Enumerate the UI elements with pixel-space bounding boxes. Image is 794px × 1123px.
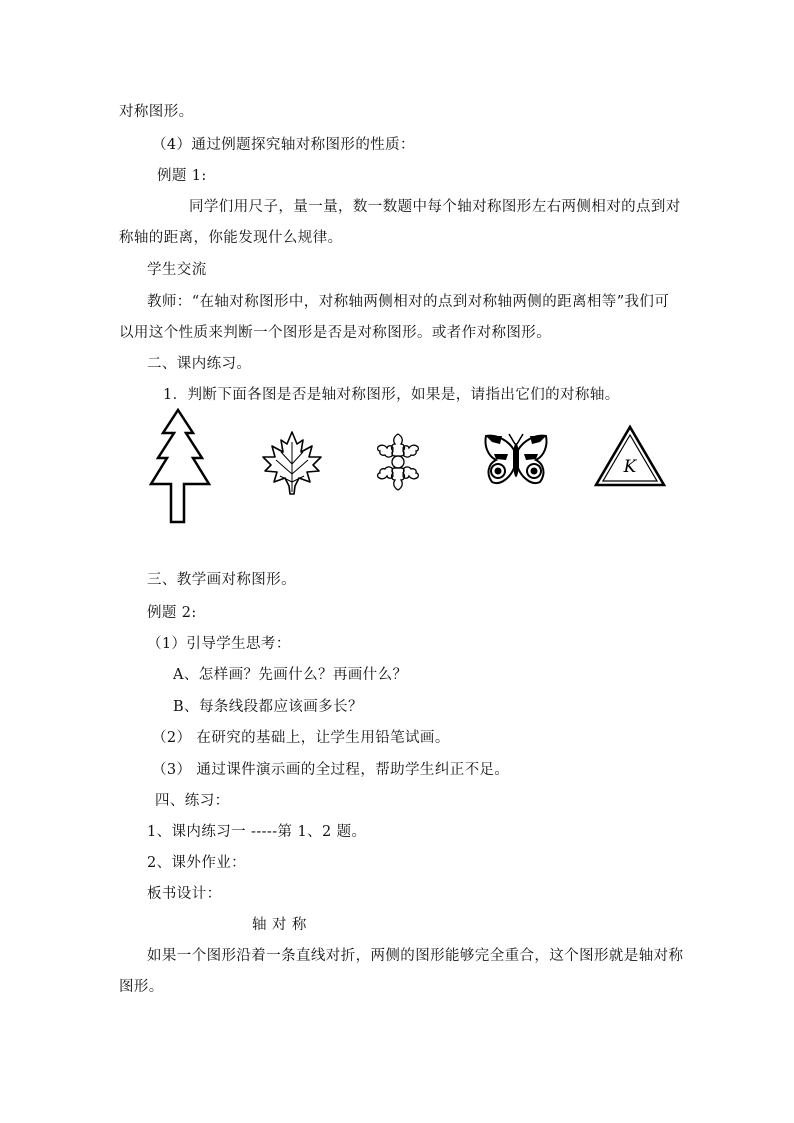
triangle-k-figure-icon [594,424,666,488]
definition-line-1: 如果一个图形沿着一条直线对折，两侧的图形能够完全重合，这个图形就是轴对称 [147,948,684,964]
text-line-4: 同学们用尺子，量一量，数一数题中每个轴对称图形左右两侧相对的点到对 [189,199,681,215]
section-3-heading: 三、教学画对称图形。 [147,572,296,588]
question-b-line: B、每条线段都应该画多长？ [173,699,363,715]
maple-leaf-figure-icon [258,430,326,498]
text-line-7: 教师：“在轴对称图形中，对称轴两侧相对的点到对称轴两侧的距离相等”我们可 [147,294,670,310]
snowflake-figure-icon [375,431,421,493]
text-line-1: 对称图形。 [119,104,194,120]
exercise-1-prompt: 1．判断下面各图是否是轴对称图形，如果是，请指出它们的对称轴。 [163,387,620,403]
section-2-heading: 二、课内练习。 [147,356,252,372]
practice-2-line: 2、课外作业： [147,855,247,871]
text-line-5: 称轴的距离，你能发现什么规律。 [119,230,343,246]
tree-figure-icon [148,408,214,524]
example-1-heading: 例题 1: [157,168,207,184]
butterfly-figure-icon [482,432,550,490]
definition-line-2: 图形。 [119,979,164,995]
text-line-2: （4）通过例题探究轴对称图形的性质： [152,137,415,153]
step-3-line: （3） 通过课件演示画的全过程，帮助学生纠正不足。 [152,762,510,778]
question-a-line: A、怎样画？先画什么？再画什么？ [173,667,408,683]
example-2-heading: 例题 2: [147,605,197,621]
triangle-letter: K [623,457,637,477]
step-2-line: （2） 在研究的基础上，让学生用铅笔试画。 [152,730,450,746]
step-1-line: （1）引导学生思考： [147,636,291,652]
section-4-heading: 四、练习： [155,793,230,809]
text-line-8: 以用这个性质来判断一个图形是否是对称图形。或者作对称图形。 [119,325,552,341]
text-line-6: 学生交流 [147,262,207,278]
board-design-heading: 板书设计： [147,886,222,902]
practice-1-line: 1、课内练习一 -----第 1、2 题。 [147,824,367,840]
board-title: 轴 对 称 [252,917,307,933]
